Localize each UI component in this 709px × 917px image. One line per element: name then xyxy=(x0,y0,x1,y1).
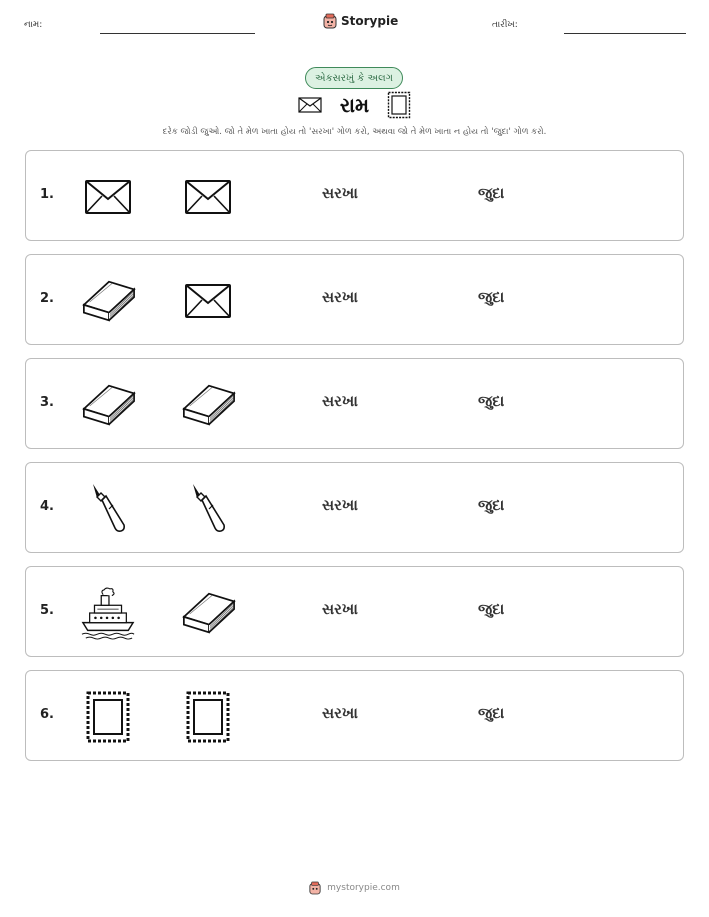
different-option[interactable]: જુદા xyxy=(478,704,505,722)
book-icon xyxy=(80,277,136,325)
name-label: નામ: xyxy=(24,20,43,30)
brand-name: Storypie xyxy=(341,14,399,28)
date-line[interactable] xyxy=(564,33,686,34)
different-option[interactable]: જુદા xyxy=(478,600,505,618)
exercise-row xyxy=(25,566,684,657)
same-option[interactable]: સરખા xyxy=(322,704,358,722)
book-icon xyxy=(80,381,136,429)
same-option[interactable]: સરખા xyxy=(322,288,358,306)
exercise-row xyxy=(25,670,684,761)
date-label: તારીખ: xyxy=(492,20,518,30)
envelope-icon xyxy=(180,173,236,221)
same-option[interactable]: સરખા xyxy=(322,184,358,202)
stamp-icon xyxy=(80,693,136,741)
same-option[interactable]: સરખા xyxy=(322,392,358,410)
different-option[interactable]: જુદા xyxy=(478,184,505,202)
worksheet-type-badge: એકસરખું કે અલગ xyxy=(305,67,403,89)
mascot-icon xyxy=(309,881,321,895)
exercise-row xyxy=(25,462,684,553)
row-number: 6. xyxy=(40,707,54,722)
pen-icon xyxy=(80,485,136,533)
row-number: 3. xyxy=(40,395,54,410)
different-option[interactable]: જુદા xyxy=(478,288,505,306)
exercise-row xyxy=(25,254,684,345)
storypie-logo xyxy=(323,13,398,29)
mascot-icon xyxy=(323,13,337,29)
pen-icon xyxy=(180,485,236,533)
book-icon xyxy=(180,381,236,429)
different-option[interactable]: જુદા xyxy=(478,496,505,514)
row-number: 1. xyxy=(40,187,54,202)
ship-icon xyxy=(80,589,136,637)
exercise-row xyxy=(25,150,684,241)
page-title: રામ xyxy=(339,93,370,117)
envelope-icon xyxy=(298,97,322,113)
same-option[interactable]: સરખા xyxy=(322,600,358,618)
row-number: 5. xyxy=(40,603,54,618)
footer xyxy=(0,881,709,895)
footer-website[interactable]: mystorypie.com xyxy=(327,883,400,893)
book-icon xyxy=(180,589,236,637)
stamp-icon xyxy=(180,693,236,741)
envelope-icon xyxy=(80,173,136,221)
title-row xyxy=(0,91,709,119)
different-option[interactable]: જુદા xyxy=(478,392,505,410)
same-option[interactable]: સરખા xyxy=(322,496,358,514)
row-number: 4. xyxy=(40,499,54,514)
row-number: 2. xyxy=(40,291,54,306)
stamp-icon xyxy=(387,91,411,119)
instructions: દરેક જોડી જુઓ. જો તે મેળ ખાતા હોય તો 'સરખા' ગોળ કરો, અથવા જો તે મેળ ખાતા ન હોય તો 'જુદા' ગોળ કરો. xyxy=(162,127,547,137)
name-line[interactable] xyxy=(100,33,255,34)
exercise-row xyxy=(25,358,684,449)
envelope-icon xyxy=(180,277,236,325)
